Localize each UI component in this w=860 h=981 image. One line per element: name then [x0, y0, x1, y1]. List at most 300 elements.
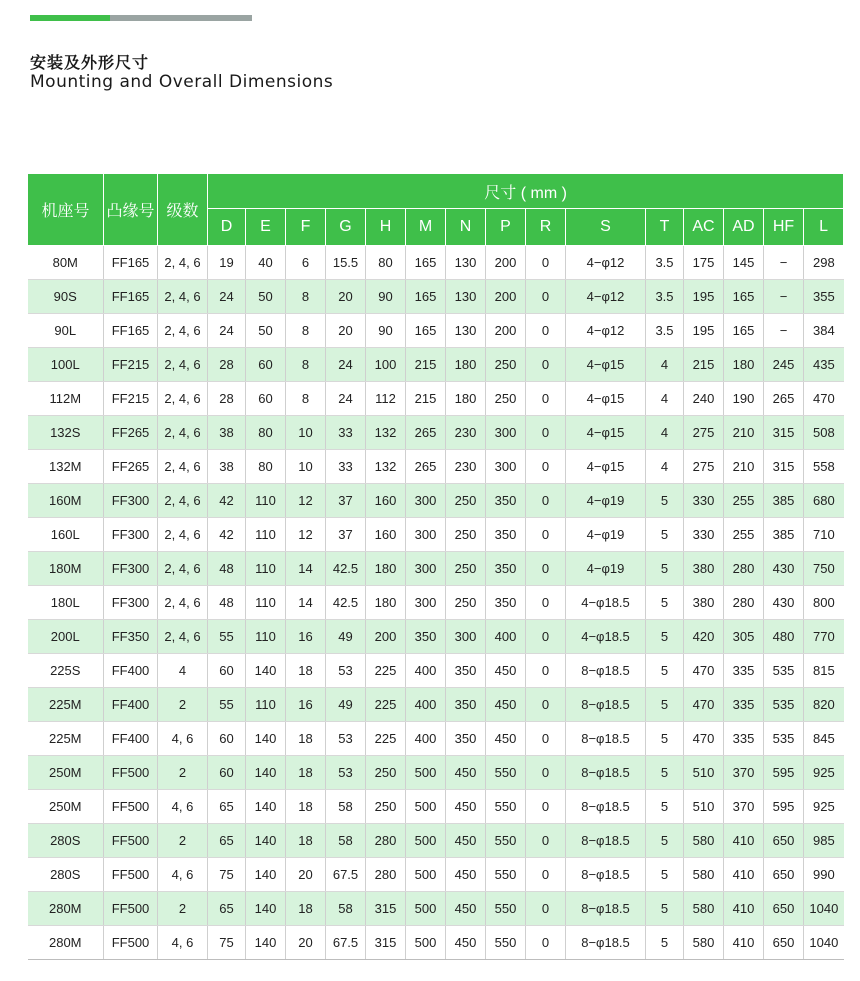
table-cell: 280 [724, 586, 764, 620]
table-cell: 350 [486, 552, 526, 586]
table-cell: 400 [406, 654, 446, 688]
table-cell: 8−φ18.5 [566, 654, 646, 688]
table-cell: 49 [326, 688, 366, 722]
table-cell: 410 [724, 824, 764, 858]
table-cell: 2, 4, 6 [158, 382, 208, 416]
table-cell: 2, 4, 6 [158, 348, 208, 382]
table-cell: 200 [486, 280, 526, 314]
table-cell: 0 [526, 416, 566, 450]
table-row [28, 756, 844, 790]
table-cell: 5 [646, 518, 684, 552]
table-row [28, 280, 844, 314]
table-cell: 0 [526, 824, 566, 858]
table-cell: 160 [366, 518, 406, 552]
table-header-row [28, 174, 844, 209]
table-cell: 430 [764, 552, 804, 586]
table-cell: 5 [646, 552, 684, 586]
table-cell: 200 [486, 246, 526, 280]
table-cell: 0 [526, 688, 566, 722]
table-cell: 355 [804, 280, 844, 314]
header-dim-e: E [246, 209, 286, 246]
table-cell: 550 [486, 756, 526, 790]
table-cell: 28 [208, 382, 246, 416]
header-frame-size: 机座号 [28, 174, 104, 246]
table-cell: 2, 4, 6 [158, 246, 208, 280]
table-cell: 380 [684, 552, 724, 586]
table-cell: 4 [646, 450, 684, 484]
table-cell: 450 [486, 654, 526, 688]
table-cell: 18 [286, 824, 326, 858]
table-cell: FF350 [104, 620, 158, 654]
header-dim-d: D [208, 209, 246, 246]
table-cell: 110 [246, 552, 286, 586]
table-cell: 330 [684, 484, 724, 518]
table-cell: 470 [684, 722, 724, 756]
table-cell: 110 [246, 518, 286, 552]
table-cell: 8 [286, 314, 326, 348]
table-cell: 65 [208, 824, 246, 858]
table-cell: 225 [366, 722, 406, 756]
table-cell: 67.5 [326, 858, 366, 892]
table-cell: 80 [366, 246, 406, 280]
table-cell: 250 [446, 586, 486, 620]
table-cell: 0 [526, 892, 566, 926]
table-cell: 5 [646, 926, 684, 960]
table-cell: 40 [246, 246, 286, 280]
table-cell: 265 [406, 416, 446, 450]
table-cell: 315 [764, 450, 804, 484]
table-cell: 200 [366, 620, 406, 654]
table-cell: 200L [28, 620, 104, 654]
table-cell: 225 [366, 654, 406, 688]
table-cell: 350 [486, 518, 526, 552]
table-cell: 275 [684, 450, 724, 484]
table-cell: 65 [208, 892, 246, 926]
table-cell: 132S [28, 416, 104, 450]
table-cell: 130 [446, 280, 486, 314]
table-cell: 370 [724, 790, 764, 824]
table-cell: 132 [366, 416, 406, 450]
table-cell: 80M [28, 246, 104, 280]
table-cell: 8−φ18.5 [566, 722, 646, 756]
table-cell: 280 [366, 858, 406, 892]
table-cell: 3.5 [646, 280, 684, 314]
table-cell: 0 [526, 620, 566, 654]
table-cell: 165 [406, 280, 446, 314]
table-cell: 60 [208, 756, 246, 790]
table-cell: 410 [724, 858, 764, 892]
table-cell: 985 [804, 824, 844, 858]
table-cell: 430 [764, 586, 804, 620]
table-cell: 300 [446, 620, 486, 654]
header-dim-ad: AD [724, 209, 764, 246]
table-cell: 450 [446, 858, 486, 892]
table-cell: 4−φ15 [566, 382, 646, 416]
table-cell: 215 [406, 348, 446, 382]
table-cell: 350 [486, 484, 526, 518]
table-cell: 50 [246, 280, 286, 314]
table-cell: 37 [326, 484, 366, 518]
header-dim-hf: HF [764, 209, 804, 246]
table-cell: 265 [764, 382, 804, 416]
table-cell: 250M [28, 790, 104, 824]
table-cell: 165 [724, 314, 764, 348]
table-cell: 58 [326, 892, 366, 926]
table-cell: 20 [326, 314, 366, 348]
table-cell: FF500 [104, 790, 158, 824]
table-cell: 132M [28, 450, 104, 484]
table-cell: 650 [764, 824, 804, 858]
table-cell: 2, 4, 6 [158, 620, 208, 654]
table-cell: 140 [246, 892, 286, 926]
table-cell: 550 [486, 926, 526, 960]
table-cell: 470 [684, 654, 724, 688]
table-cell: FF300 [104, 552, 158, 586]
table-cell: 60 [246, 382, 286, 416]
table-cell: 580 [684, 824, 724, 858]
table-cell: 300 [406, 586, 446, 620]
table-cell: 140 [246, 722, 286, 756]
table-cell: 420 [684, 620, 724, 654]
table-row [28, 824, 844, 858]
table-cell: 435 [804, 348, 844, 382]
table-cell: 400 [406, 688, 446, 722]
table-cell: − [764, 280, 804, 314]
table-cell: 8−φ18.5 [566, 858, 646, 892]
table-cell: 4−φ15 [566, 348, 646, 382]
table-cell: 230 [446, 450, 486, 484]
table-cell: 4−φ19 [566, 484, 646, 518]
table-cell: 75 [208, 858, 246, 892]
table-cell: 60 [246, 348, 286, 382]
table-cell: 80 [246, 416, 286, 450]
table-cell: 245 [764, 348, 804, 382]
table-cell: 410 [724, 892, 764, 926]
table-cell: 0 [526, 722, 566, 756]
table-cell: 4 [646, 382, 684, 416]
table-cell: 550 [486, 824, 526, 858]
table-cell: 0 [526, 858, 566, 892]
table-cell: 42 [208, 518, 246, 552]
header-dim-n: N [446, 209, 486, 246]
table-cell: 53 [326, 722, 366, 756]
table-cell: 300 [486, 416, 526, 450]
table-cell: 48 [208, 552, 246, 586]
table-cell: 5 [646, 756, 684, 790]
table-cell: FF300 [104, 586, 158, 620]
table-cell: 90 [366, 280, 406, 314]
header-dim-g: G [326, 209, 366, 246]
table-cell: FF215 [104, 348, 158, 382]
table-cell: 315 [366, 926, 406, 960]
table-cell: 140 [246, 926, 286, 960]
header-dim-t: T [646, 209, 684, 246]
table-cell: 650 [764, 892, 804, 926]
table-cell: 55 [208, 620, 246, 654]
table-cell: 820 [804, 688, 844, 722]
table-cell: 8 [286, 382, 326, 416]
table-cell: 180M [28, 552, 104, 586]
table-cell: 280M [28, 926, 104, 960]
table-cell: 350 [406, 620, 446, 654]
table-cell: 500 [406, 892, 446, 926]
header-dim-m: M [406, 209, 446, 246]
table-cell: 14 [286, 552, 326, 586]
table-cell: 250 [366, 756, 406, 790]
header-accent-bar [30, 15, 252, 21]
table-cell: 140 [246, 858, 286, 892]
accent-bar-green [30, 15, 110, 21]
table-body [28, 246, 844, 960]
table-cell: 16 [286, 688, 326, 722]
table-cell: 160 [366, 484, 406, 518]
table-cell: 580 [684, 892, 724, 926]
table-row [28, 722, 844, 756]
table-cell: 0 [526, 348, 566, 382]
table-cell: 160L [28, 518, 104, 552]
table-cell: 510 [684, 756, 724, 790]
table-cell: 200 [486, 314, 526, 348]
page-title-english: Mounting and Overall Dimensions [30, 72, 334, 92]
table-cell: 55 [208, 688, 246, 722]
table-cell: 335 [724, 722, 764, 756]
table-cell: 280S [28, 824, 104, 858]
table-cell: FF500 [104, 824, 158, 858]
table-cell: 0 [526, 654, 566, 688]
table-cell: 49 [326, 620, 366, 654]
table-cell: 8−φ18.5 [566, 926, 646, 960]
table-cell: 0 [526, 246, 566, 280]
table-cell: 180 [446, 348, 486, 382]
table-cell: 400 [406, 722, 446, 756]
table-cell: 4, 6 [158, 858, 208, 892]
table-cell: 80 [246, 450, 286, 484]
table-cell: 450 [446, 892, 486, 926]
table-row [28, 348, 844, 382]
table-cell: 132 [366, 450, 406, 484]
table-cell: 38 [208, 416, 246, 450]
table-cell: 8 [286, 280, 326, 314]
table-cell: 10 [286, 450, 326, 484]
table-cell: 400 [486, 620, 526, 654]
table-cell: 2, 4, 6 [158, 314, 208, 348]
table-cell: 4, 6 [158, 926, 208, 960]
table-cell: 3.5 [646, 246, 684, 280]
table-cell: 2 [158, 756, 208, 790]
table-cell: 100L [28, 348, 104, 382]
table-cell: 42 [208, 484, 246, 518]
table-cell: 110 [246, 620, 286, 654]
table-cell: 470 [804, 382, 844, 416]
table-cell: 180 [446, 382, 486, 416]
table-cell: 385 [764, 518, 804, 552]
table-cell: 990 [804, 858, 844, 892]
table-cell: 305 [724, 620, 764, 654]
header-dim-h: H [366, 209, 406, 246]
table-cell: 110 [246, 484, 286, 518]
table-cell: 50 [246, 314, 286, 348]
table-cell: 37 [326, 518, 366, 552]
table-cell: 595 [764, 756, 804, 790]
table-cell: 20 [286, 858, 326, 892]
table-cell: 500 [406, 790, 446, 824]
table-cell: 350 [446, 654, 486, 688]
table-cell: 0 [526, 790, 566, 824]
table-cell: 710 [804, 518, 844, 552]
table-cell: 225 [366, 688, 406, 722]
table-cell: 500 [406, 926, 446, 960]
table-cell: 5 [646, 654, 684, 688]
table-cell: 800 [804, 586, 844, 620]
table-cell: 558 [804, 450, 844, 484]
header-dim-p: P [486, 209, 526, 246]
table-cell: 90 [366, 314, 406, 348]
table-cell: 450 [486, 688, 526, 722]
table-cell: 18 [286, 790, 326, 824]
table-cell: 300 [406, 484, 446, 518]
table-cell: 280 [724, 552, 764, 586]
page-title-chinese: 安装及外形尺寸 [30, 53, 150, 72]
table-row [28, 314, 844, 348]
table-cell: 180 [724, 348, 764, 382]
table-cell: 5 [646, 586, 684, 620]
table-cell: 300 [406, 518, 446, 552]
table-cell: FF300 [104, 484, 158, 518]
table-cell: 4−φ19 [566, 552, 646, 586]
table-cell: 4−φ12 [566, 314, 646, 348]
table-cell: 4−φ19 [566, 518, 646, 552]
table-cell: 165 [724, 280, 764, 314]
table-cell: 0 [526, 926, 566, 960]
table-cell: 180 [366, 586, 406, 620]
table-cell: 1040 [804, 926, 844, 960]
table-cell: 300 [486, 450, 526, 484]
header-dim-l: L [804, 209, 844, 246]
table-cell: 280 [366, 824, 406, 858]
table-row [28, 892, 844, 926]
table-cell: 8 [286, 348, 326, 382]
table-cell: 370 [724, 756, 764, 790]
table-cell: 4−φ18.5 [566, 586, 646, 620]
table-cell: 500 [406, 756, 446, 790]
table-cell: 8−φ18.5 [566, 688, 646, 722]
table-cell: 110 [246, 586, 286, 620]
table-cell: 10 [286, 416, 326, 450]
table-cell: 140 [246, 654, 286, 688]
table-cell: 225M [28, 688, 104, 722]
table-cell: 265 [406, 450, 446, 484]
table-cell: − [764, 314, 804, 348]
table-cell: 255 [724, 484, 764, 518]
table-cell: 250 [446, 484, 486, 518]
table-cell: 33 [326, 416, 366, 450]
table-cell: 4−φ12 [566, 280, 646, 314]
table-cell: 145 [724, 246, 764, 280]
table-cell: 24 [208, 280, 246, 314]
table-cell: 815 [804, 654, 844, 688]
table-row [28, 450, 844, 484]
header-poles: 级数 [158, 174, 208, 246]
table-cell: FF500 [104, 858, 158, 892]
table-cell: 48 [208, 586, 246, 620]
table-cell: 24 [208, 314, 246, 348]
table-row [28, 688, 844, 722]
table-cell: 470 [684, 688, 724, 722]
table-cell: 75 [208, 926, 246, 960]
table-cell: 4 [158, 654, 208, 688]
table-cell: 925 [804, 756, 844, 790]
table-cell: 65 [208, 790, 246, 824]
table-cell: 315 [366, 892, 406, 926]
table-cell: 0 [526, 314, 566, 348]
table-cell: 38 [208, 450, 246, 484]
header-dim-s: S [566, 209, 646, 246]
header-dim-ac: AC [684, 209, 724, 246]
table-cell: FF400 [104, 654, 158, 688]
table-cell: 0 [526, 382, 566, 416]
table-cell: FF265 [104, 450, 158, 484]
table-cell: 770 [804, 620, 844, 654]
table-cell: 195 [684, 314, 724, 348]
table-cell: 335 [724, 688, 764, 722]
table-cell: 450 [446, 756, 486, 790]
table-cell: 350 [486, 586, 526, 620]
table-cell: 0 [526, 552, 566, 586]
table-cell: FF165 [104, 314, 158, 348]
table-cell: 5 [646, 484, 684, 518]
table-cell: 19 [208, 246, 246, 280]
table-cell: 2, 4, 6 [158, 280, 208, 314]
table-cell: 240 [684, 382, 724, 416]
table-row [28, 484, 844, 518]
table-cell: 350 [446, 688, 486, 722]
table-cell: 42.5 [326, 552, 366, 586]
table-cell: 500 [406, 858, 446, 892]
table-cell: 225M [28, 722, 104, 756]
table-cell: 60 [208, 654, 246, 688]
table-cell: 4−φ12 [566, 246, 646, 280]
table-cell: 5 [646, 858, 684, 892]
table-cell: 5 [646, 620, 684, 654]
table-cell: 0 [526, 518, 566, 552]
table-cell: 2 [158, 824, 208, 858]
table-cell: 508 [804, 416, 844, 450]
table-cell: 130 [446, 246, 486, 280]
table-cell: 680 [804, 484, 844, 518]
header-dim-f: F [286, 209, 326, 246]
table-cell: 2, 4, 6 [158, 552, 208, 586]
table-cell: 350 [446, 722, 486, 756]
table-cell: 24 [326, 382, 366, 416]
table-row [28, 926, 844, 960]
table-cell: 450 [446, 824, 486, 858]
table-row [28, 416, 844, 450]
table-cell: 510 [684, 790, 724, 824]
table-cell: 24 [326, 348, 366, 382]
table-cell: 6 [286, 246, 326, 280]
table-row [28, 552, 844, 586]
table-cell: 16 [286, 620, 326, 654]
table-cell: 2, 4, 6 [158, 586, 208, 620]
table-cell: 60 [208, 722, 246, 756]
table-row [28, 654, 844, 688]
table-cell: 18 [286, 722, 326, 756]
table-row [28, 246, 844, 280]
table-cell: − [764, 246, 804, 280]
table-cell: FF500 [104, 756, 158, 790]
table-cell: 12 [286, 484, 326, 518]
table-cell: 140 [246, 790, 286, 824]
